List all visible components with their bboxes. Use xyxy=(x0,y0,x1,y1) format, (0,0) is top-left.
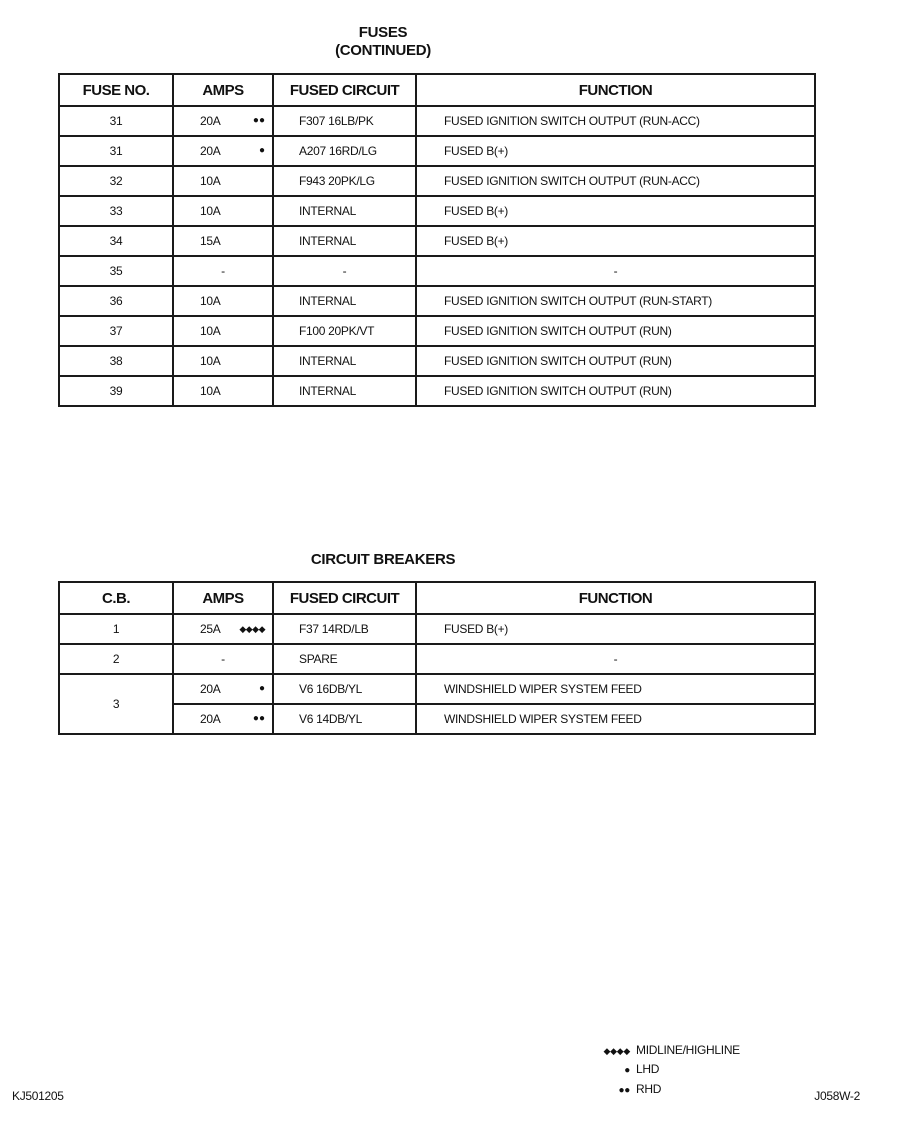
breakers-table xyxy=(58,581,816,735)
amps-value: 25A xyxy=(200,622,221,636)
legend-label: LHD xyxy=(636,1062,660,1076)
amps-value: 20A xyxy=(200,712,221,726)
amps-value: 20A xyxy=(200,114,221,128)
breaker-amps xyxy=(173,674,273,704)
breakers-title: CIRCUIT BREAKERS xyxy=(310,551,456,568)
fuses-header-amps: AMPS xyxy=(173,74,273,106)
fuse-function: FUSED B(+) xyxy=(416,226,815,256)
fuse-function: - xyxy=(416,256,815,286)
fuse-no: 31 xyxy=(59,136,173,166)
fuses-title-line2: (CONTINUED) xyxy=(335,42,431,59)
fuses-title-line1: FUSES xyxy=(358,24,408,41)
lhd-marker-icon: ● xyxy=(258,683,265,694)
fuse-no: 36 xyxy=(59,286,173,316)
fuse-no: 38 xyxy=(59,346,173,376)
fuse-circuit: - xyxy=(273,256,416,286)
breaker-circuit: V6 14DB/YL xyxy=(273,704,416,734)
table-row xyxy=(59,644,815,674)
breakers-header-no: C.B. xyxy=(59,582,173,614)
legend-item xyxy=(598,1041,740,1060)
midline-highline-marker-icon: ◆◆◆◆ xyxy=(239,624,265,634)
amps-value: 20A xyxy=(200,144,221,158)
legend-label: MIDLINE/HIGHLINE xyxy=(636,1043,740,1057)
table-row xyxy=(59,286,815,316)
legend xyxy=(598,1041,740,1100)
fuse-function: FUSED IGNITION SWITCH OUTPUT (RUN-ACC) xyxy=(416,166,815,196)
breakers-header-circuit: FUSED CIRCUIT xyxy=(273,582,416,614)
breaker-amps xyxy=(173,704,273,734)
breakers-header-amps: AMPS xyxy=(173,582,273,614)
rhd-marker-icon: ●● xyxy=(252,713,265,724)
legend-item xyxy=(598,1060,740,1080)
lhd-marker-icon: ● xyxy=(624,1065,630,1076)
table-row xyxy=(59,376,815,406)
fuse-circuit: F307 16LB/PK xyxy=(273,106,416,136)
table-row xyxy=(59,256,815,286)
breaker-function: FUSED B(+) xyxy=(416,614,815,644)
fuse-amps: 15A xyxy=(173,226,273,256)
table-row xyxy=(59,196,815,226)
lhd-marker-icon: ● xyxy=(258,145,265,156)
breaker-no: 3 xyxy=(59,674,173,734)
fuse-function: FUSED B(+) xyxy=(416,196,815,226)
table-row xyxy=(59,106,815,136)
table-row xyxy=(59,346,815,376)
table-row xyxy=(59,136,815,166)
breaker-circuit: V6 16DB/YL xyxy=(273,674,416,704)
fuses-header-no: FUSE NO. xyxy=(59,74,173,106)
fuses-header-circuit: FUSED CIRCUIT xyxy=(273,74,416,106)
fuse-function: FUSED IGNITION SWITCH OUTPUT (RUN) xyxy=(416,346,815,376)
breaker-amps xyxy=(173,614,273,644)
rhd-marker-icon: ●● xyxy=(252,115,265,126)
fuse-circuit: F100 20PK/VT xyxy=(273,316,416,346)
breaker-circuit: F37 14RD/LB xyxy=(273,614,416,644)
fuse-amps: 10A xyxy=(173,316,273,346)
fuse-circuit: INTERNAL xyxy=(273,226,416,256)
fuse-circuit: A207 16RD/LG xyxy=(273,136,416,166)
fuse-amps xyxy=(173,136,273,166)
table-row xyxy=(59,226,815,256)
breaker-function: - xyxy=(416,644,815,674)
figure-id-left: KJ501205 xyxy=(12,1089,64,1103)
fuses-title xyxy=(0,24,766,60)
fuse-no: 37 xyxy=(59,316,173,346)
midline-highline-marker-icon: ◆◆◆◆ xyxy=(603,1046,630,1056)
breaker-circuit: SPARE xyxy=(273,644,416,674)
table-row xyxy=(59,166,815,196)
fuses-header-function: FUNCTION xyxy=(416,74,815,106)
fuse-circuit: INTERNAL xyxy=(273,376,416,406)
fuse-amps: 10A xyxy=(173,376,273,406)
fuse-function: FUSED IGNITION SWITCH OUTPUT (RUN-ACC) xyxy=(416,106,815,136)
fuse-circuit: INTERNAL xyxy=(273,286,416,316)
fuse-amps: 10A xyxy=(173,166,273,196)
table-row xyxy=(59,316,815,346)
fuse-no: 31 xyxy=(59,106,173,136)
amps-value: 20A xyxy=(200,682,221,696)
fuse-function: FUSED B(+) xyxy=(416,136,815,166)
fuse-amps xyxy=(173,106,273,136)
table-row xyxy=(59,704,815,734)
fuse-amps: - xyxy=(173,256,273,286)
fuse-amps: 10A xyxy=(173,196,273,226)
fuse-circuit: INTERNAL xyxy=(273,196,416,226)
fuse-no: 33 xyxy=(59,196,173,226)
breaker-function: WINDSHIELD WIPER SYSTEM FEED xyxy=(416,704,815,734)
fuses-header-row xyxy=(59,74,815,106)
legend-label: RHD xyxy=(636,1082,662,1096)
legend-item xyxy=(598,1080,740,1100)
fuse-no: 35 xyxy=(59,256,173,286)
breakers-header-row xyxy=(59,582,815,614)
fuse-function: FUSED IGNITION SWITCH OUTPUT (RUN) xyxy=(416,376,815,406)
fuse-no: 39 xyxy=(59,376,173,406)
breaker-amps: - xyxy=(173,644,273,674)
table-row xyxy=(59,614,815,644)
breaker-function: WINDSHIELD WIPER SYSTEM FEED xyxy=(416,674,815,704)
fuse-amps: 10A xyxy=(173,346,273,376)
rhd-marker-icon: ●● xyxy=(618,1085,630,1096)
breaker-no: 1 xyxy=(59,614,173,644)
fuse-circuit: INTERNAL xyxy=(273,346,416,376)
table-row xyxy=(59,674,815,704)
fuse-function: FUSED IGNITION SWITCH OUTPUT (RUN) xyxy=(416,316,815,346)
fuse-circuit: F943 20PK/LG xyxy=(273,166,416,196)
breakers-header-function: FUNCTION xyxy=(416,582,815,614)
fuses-table xyxy=(58,73,816,407)
breaker-no: 2 xyxy=(59,644,173,674)
fuse-no: 32 xyxy=(59,166,173,196)
fuse-function: FUSED IGNITION SWITCH OUTPUT (RUN-START) xyxy=(416,286,815,316)
figure-id-right: J058W-2 xyxy=(814,1089,860,1103)
fuse-no: 34 xyxy=(59,226,173,256)
fuse-amps: 10A xyxy=(173,286,273,316)
